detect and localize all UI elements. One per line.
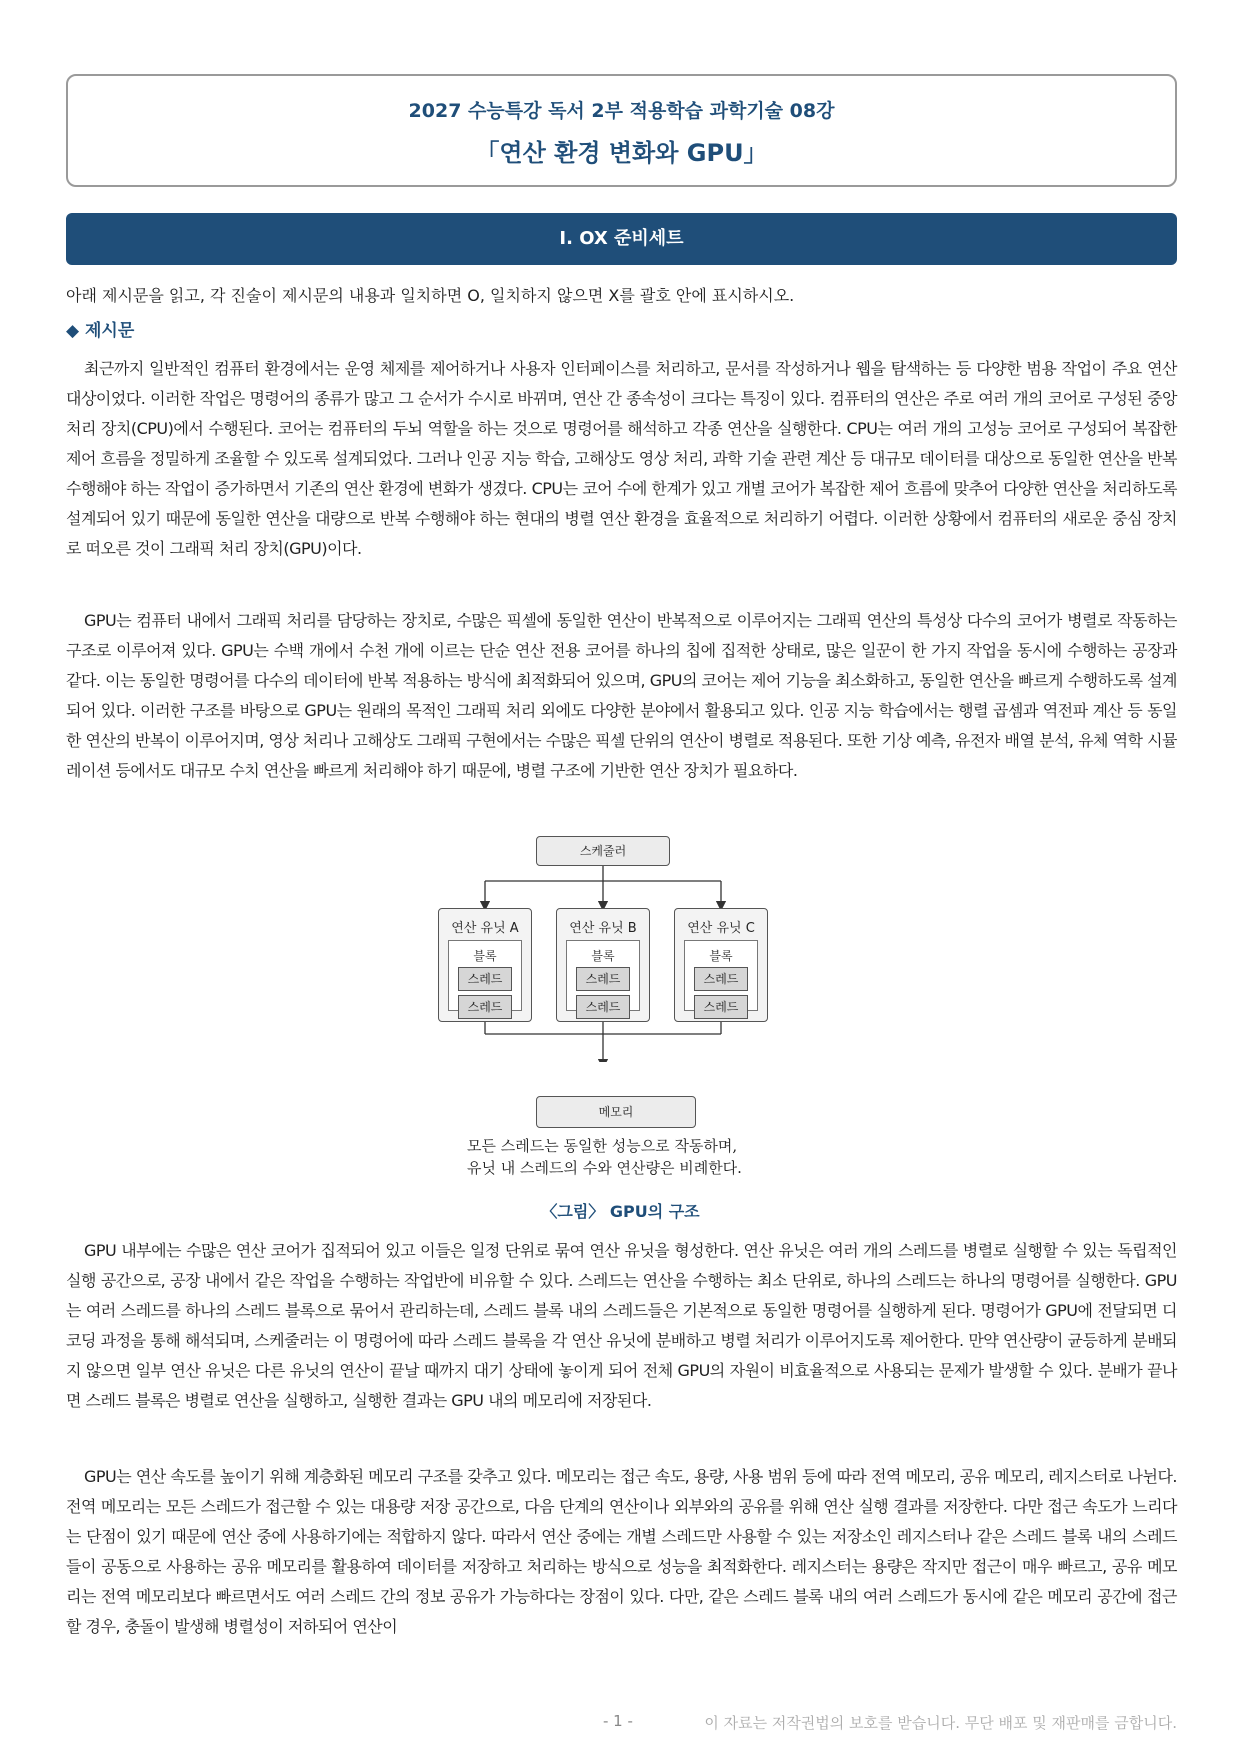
scheduler-box: 스케줄러 [536, 836, 670, 866]
figure-note-line2: 유닛 내 스레드의 수와 연산량은 비례한다. [467, 1159, 742, 1177]
unit-label: 연산 유닛 C [687, 921, 755, 936]
gpu-structure-diagram [438, 836, 768, 1062]
paragraph-4: GPU는 연산 속도를 높이기 위해 계층화된 메모리 구조를 갖추고 있다. 메모리는 접근 속도, 용량, 사용 범위 등에 따라 전역 메모리, 공유 메모리, 레지스터로 나뉜다. 전역 메모리는 모든 스레드가 접근할 수 있는 대용량 저장 공간으로, 다음 단계의 연산이나 외부와의 공유를 위해 연산 실행 결과를 저장한다. 다만 접근 속도가 느리다는 단점이 있기 때문에 연산 중에 사용하기에는 적합하지 않다. 따라서 연산 중에는 개별 스레드만 사용할 수 있는 저장소인 레지스터나 같은 스레드 블록 내의 스레드들이 공동으로 사용하는 공유 메모리를 활용하여 데이터를 저장하고 처리하는 방식으로 성능을 최적화한다. 레지스터는 용량은 작지만 접근이 매우 빠르고, 공유 메모리는 전역 메모리보다 빠르면서도 여러 스레드 간의 정보 공유가 가능하다는 장점이 있다. 다만, 같은 스레드 블록 내의 여러 스레드가 동시에 같은 메모리 공간에 접근할 경우, 충돌이 발생해 병렬성이 저하되어 연산이 [66, 1467, 1177, 1636]
block-label: 블록 [473, 949, 497, 963]
memory-box: 메모리 [536, 1096, 696, 1128]
figure-caption: 〈그림〉 GPU의 구조 [541, 1202, 700, 1221]
block-label: 블록 [591, 949, 615, 963]
thread-box: 스레드 [694, 995, 748, 1019]
thread-box: 스레드 [458, 995, 512, 1019]
page-number: - 1 - [603, 1712, 633, 1730]
thread-block [566, 940, 640, 1014]
thread-block [684, 940, 758, 1014]
document-subtitle: 2027 수능특강 독서 2부 적용학습 과학기술 08강 [408, 100, 835, 122]
thread-box: 스레드 [576, 995, 630, 1019]
block-label: 블록 [709, 949, 733, 963]
compute-unit-c [674, 908, 768, 1022]
figure-note-line1: 모든 스레드는 동일한 성능으로 작동하며, [467, 1137, 738, 1155]
paragraph-2: GPU는 컴퓨터 내에서 그래픽 처리를 담당하는 장치로, 수많은 픽셀에 동일한 연산이 반복적으로 이루어지는 그래픽 연산의 특성상 다수의 코어가 병렬로 작동하는 구조로 이루어져 있다. GPU는 수백 개에서 수천 개에 이르는 단순 연산 전용 코어를 하나의 칩에 집적한 상태로, 많은 일꾼이 한 가지 작업을 동시에 수행하는 공장과 같다. 이는 동일한 명령어를 다수의 데이터에 반복 적용하는 방식에 최적화되어 있으며, GPU의 코어는 제어 기능을 최소화하고, 동일한 연산을 빠르게 수행하도록 설계되어 있다. 이러한 구조를 바탕으로 GPU는 원래의 목적인 그래픽 처리 외에도 다양한 분야에서 활용되고 있다. 인공 지능 학습에서는 행렬 곱셈과 역전파 계산 등 동일한 연산의 반복이 이루어지며, 영상 처리나 고해상도 그래픽 구현에서는 수많은 픽셀 단위의 연산이 병렬로 적용된다. 또한 기상 예측, 유전자 배열 분석, 유체 역학 시뮬레이션 등에서도 대규모 수치 연산을 빠르게 처리해야 하기 때문에, 병렬 구조에 기반한 연산 장치가 필요하다. [66, 611, 1177, 780]
passage-heading: ◆ 제시문 [66, 321, 135, 341]
document-title: 「연산 환경 변화와 GPU」 [475, 139, 768, 167]
title-box [66, 74, 1177, 187]
unit-label: 연산 유닛 B [569, 921, 637, 936]
thread-box: 스레드 [458, 967, 512, 991]
section-header: Ⅰ. OX 준비세트 [66, 213, 1177, 265]
paragraph-3: GPU 내부에는 수많은 연산 코어가 집적되어 있고 이들은 일정 단위로 묶여 연산 유닛을 형성한다. 연산 유닛은 여러 개의 스레드를 병렬로 실행할 수 있는 독립적인 실행 공간으로, 공장 내에서 같은 작업을 수행하는 작업반에 비유할 수 있다. 스레드는 연산을 수행하는 최소 단위로, 하나의 스레드는 하나의 명령어를 실행한다. GPU는 여러 스레드를 하나의 스레드 블록으로 묶어서 관리하는데, 스레드 블록 내의 스레드들은 기본적으로 동일한 명령어를 실행하게 된다. 명령어가 GPU에 전달되면 디코딩 과정을 통해 해석되며, 스케줄러는 이 명령어에 따라 스레드 블록을 각 연산 유닛에 분배하고 병렬 처리가 이루어지도록 제어한다. 만약 연산량이 균등하게 분배되지 않으면 일부 연산 유닛은 다른 유닛의 연산이 끝날 때까지 대기 상태에 놓이게 되어 전체 GPU의 자원이 비효율적으로 사용되는 문제가 발생할 수 있다. 분배가 끝나면 스레드 블록은 병렬로 연산을 실행하고, 실행한 결과는 GPU 내의 메모리에 저장된다. [66, 1241, 1177, 1410]
thread-block [448, 940, 522, 1014]
copyright-notice: 이 자료는 저작권법의 보호를 받습니다. 무단 배포 및 재판매를 금합니다. [704, 1714, 1177, 1732]
thread-box: 스레드 [694, 967, 748, 991]
instruction-text: 아래 제시문을 읽고, 각 진술이 제시문의 내용과 일치하면 O, 일치하지 않으면 X를 괄호 안에 표시하시오. [66, 286, 795, 305]
compute-unit-b [556, 908, 650, 1022]
figure-note [467, 1135, 787, 1179]
unit-label: 연산 유닛 A [451, 921, 519, 936]
thread-box: 스레드 [576, 967, 630, 991]
paragraph-1: 최근까지 일반적인 컴퓨터 환경에서는 운영 체제를 제어하거나 사용자 인터페이스를 처리하고, 문서를 작성하거나 웹을 탐색하는 등 다양한 범용 작업이 주요 연산 대상이었다. 이러한 작업은 명령어의 종류가 많고 그 순서가 수시로 바뀌며, 연산 간 종속성이 크다는 특징이 있다. 컴퓨터의 연산은 주로 여러 개의 코어로 구성된 중앙 처리 장치(CPU)에서 수행된다. 코어는 컴퓨터의 두뇌 역할을 하는 것으로 명령어를 해석하고 각종 연산을 실행한다. CPU는 여러 개의 고성능 코어로 구성되어 복잡한 제어 흐름을 정밀하게 조율할 수 있도록 설계되었다. 그러나 인공 지능 학습, 고해상도 영상 처리, 과학 기술 관련 계산 등 대규모 데이터를 대상으로 동일한 연산을 반복 수행해야 하는 작업이 증가하면서 기존의 연산 환경에 변화가 생겼다. CPU는 코어 수에 한계가 있고 개별 코어가 복잡한 제어 흐름에 맞추어 다양한 연산을 처리하도록 설계되어 있기 때문에 동일한 연산을 대량으로 반복 수행해야 하는 현대의 병렬 연산 환경을 효율적으로 처리하기 어렵다. 이러한 상황에서 컴퓨터의 새로운 중심 장치로 떠오른 것이 그래픽 처리 장치(GPU)이다. [66, 359, 1177, 558]
compute-unit-a [438, 908, 532, 1022]
